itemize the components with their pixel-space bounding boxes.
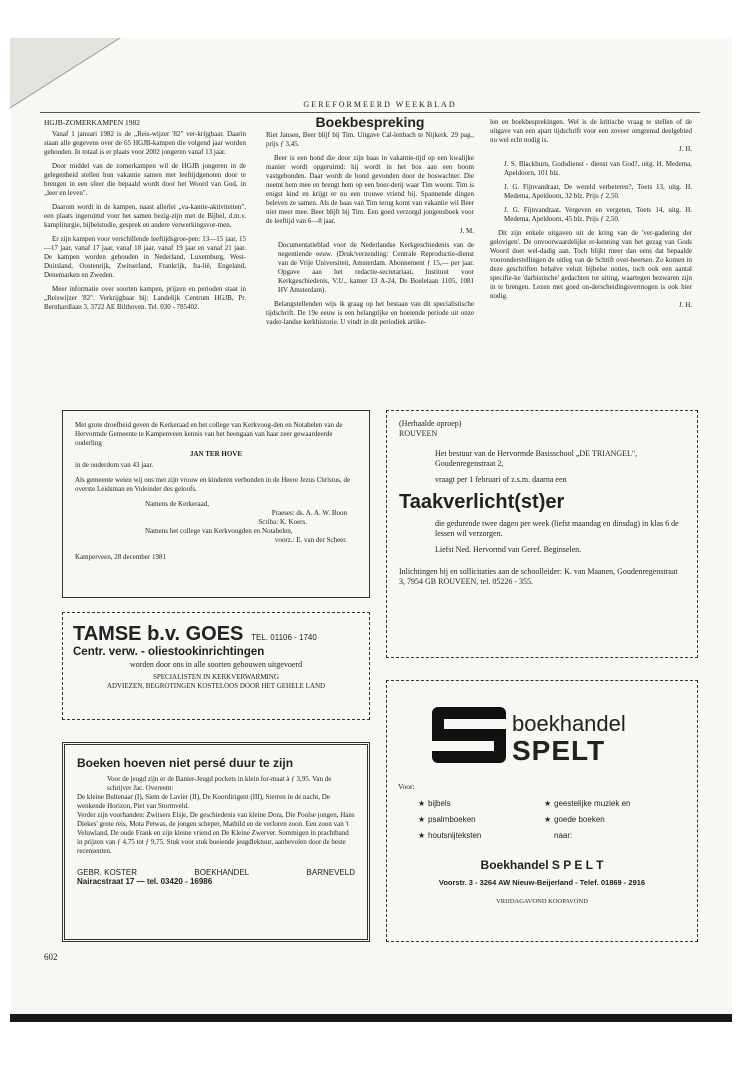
spelt-logo-top: boekhandel — [512, 711, 626, 736]
spelt-footer: VRIJDAGAVOND KOOPAVOND — [496, 898, 588, 905]
star-icon: ★ — [418, 815, 426, 824]
deceased-name: JAN TER HOVE — [190, 450, 242, 458]
notice-date: Kamperveen, 28 december 1981 — [75, 553, 166, 561]
star-icon: ★ — [418, 831, 426, 840]
koster-company: GEBR. KOSTER — [77, 868, 138, 877]
spelt-logo-bottom: SPELT — [512, 735, 606, 766]
book-review: Beer is een hond die door zijn baas in vakantie-tijd op een kwalijke manier wordt opgeruimd: hij wordt in het bos aan een boom vastgebonden. Daar wordt de hond gevonden door de boswachter. Die neemt hem mee en brengt hem op een boer-derij waar Tim woont. Tim is enigst kind en krijgt er nu een trouwe vriend bij. Spannende dingen beleven ze samen. Als de baas van Tim terug komt van vakantie wil Beer niet meer mee. Beer blijft bij Tim. Een goed verzorgd jongensboek voor de leeftijd van 6—8 jaar. — [266, 154, 474, 225]
death-notice — [62, 410, 370, 598]
vacancy-info: Inlichtingen bij en sollicitaties aan de schoolleider: K. van Maanen, Goudenregenstraat 3, 7954 GB ROUVEEN, tel. 05226 - 355. — [399, 567, 678, 586]
column3-closing: Dit zijn enkele uitgaven uit de kring van de 'ver-gadering der gelovigen'. De onvoorwaardelijke er-kenning van het gezag van Gods Woord doet wel-dadig aan. Toch blijkt meer dan eens dat bepaalde vooronderstellingen de uitleg van de Schrift over-heersen. Zo komen in deze geschriften behalve veluit bijbelse noties, toch ook een aantal specifie-ke 'darbistische' gedachten tot uiting, waartegen bezwaren zijn in te brengen. Lezen met goed on-derscheidingsvermogen is ook hier nodig. — [490, 229, 692, 300]
review-signature: J. M. — [459, 227, 474, 235]
tamse-line-4: ADVIEZEN, BEGROTINGEN KOSTELOOS DOOR HET GEHELE LAND — [106, 682, 326, 690]
tamse-ad — [62, 612, 370, 720]
hgjb-heading: HGJB-ZOMERKAMPEN 1982 — [44, 118, 141, 127]
koster-type: BOEKHANDEL — [194, 868, 250, 877]
notice-body: Als gemeente weten wij ons met zijn vrouw en kinderen verbonden in de Heere Jezus Christus, de overste Leidsman en Voleinder des geloofs. — [75, 476, 351, 493]
column3-intro: len en boekbesprekingen. Wel is de kritische vraag te stellen of de uitgave van een apart tijdschrift voor een zoveer omgrensd deelgebied nu wel echt nodig is. — [490, 118, 692, 144]
vacancy-body-4: Liefst Ned. Hervormd van Geref. Beginselen. — [435, 545, 582, 554]
spelt-item: ★ houtsnijteksten — [418, 828, 481, 844]
star-icon: ★ — [418, 799, 426, 808]
hgjb-paragraph: Door middel van de zomerkampen wil de HGJB jongeren in de gelegenheid stellen hun vakantie samen met leeftijdgenoten door te brengen in een sfeer die bepaald wordt door het Woord van God, in „leer en leven". — [44, 162, 246, 197]
spelt-item: ★ geestelijke muziek en — [544, 796, 630, 812]
book-citation: Riet Jansen, Beer blijf bij Tim. Uitgave Cal-lenbach te Nijkerk. 29 pag., prijs ƒ 3,45. — [266, 131, 474, 148]
column-boekbespreking — [266, 114, 474, 332]
koster-more: Verder zijn voorhanden: Zwitsers Elsje, De geschiedenis van kleine Dora, Die Poolse jongen, Hans Diekes' grote reis, Mota Petwas, de jongen scheper, Mathild en de verloren zoon. Een zoon van 't Veluwland, De oude Frank en zijn kleine vriend en De Kleine Zwerver. Sommigen in prachtband in prijzen van ƒ 4,75 tot ƒ 9,75. Stuk voor stuk boeiende jeugdlektuur, aanbevolen door de beste recensenten. — [77, 811, 355, 855]
vacancy-body-2: vraagt per 1 februari of z.s.m. daarna een — [435, 475, 567, 484]
tamse-name: TAMSE b.v. GOES — [73, 623, 244, 645]
header-rule — [40, 112, 700, 113]
namens-kerkeraad: Namens de Kerkeraad, — [145, 500, 209, 508]
spelt-name: Boekhandel S P E L T — [480, 858, 604, 872]
koster-address: Nairacstraat 17 — tel. 03420 - 16986 — [77, 877, 213, 886]
hgjb-paragraph: Er zijn kampen voor verschillende leeftijdsgroe-pen: 13—15 jaar, 15—17 jaar, vanaf 17 jaar, vanaf 18 jaar, vanaf 19 jaar en vanaf 21 jaar. De kampen worden gehouden in Nederland, Luxemburg, West-Duitsland, Oostenrijk, Zwitserland, Frankrijk, Ita-lië, Engeland, Denemarken en Zweden. — [44, 235, 246, 279]
column-hgjb — [44, 118, 246, 317]
closing-signature: J. H. — [678, 301, 692, 309]
hgjb-paragraph: Vanaf 1 januari 1982 is de „Reis-wijzer '82" ver-krijgbaar. Daarin staan alle gegevens over de 65 HGJB-kampen die volgend jaar worden gehouden. In totaal is er plaats voor 2002 jongeren vanaf 13 jaar. — [44, 130, 246, 156]
tamse-line-1: Centr. verw. - oliestookinrichtingen — [73, 646, 265, 658]
namens-college: Namens het college van Kerkvoogden en Notabelen, — [145, 527, 293, 535]
column-medema — [490, 118, 692, 310]
star-icon: ★ — [544, 799, 552, 808]
page-number: 602 — [44, 952, 58, 962]
spelt-items-right — [544, 796, 630, 844]
tamse-line-3: SPECIALISTEN IN KERKVERWARMING — [153, 673, 279, 681]
vacancy-tag: (Herhaalde oproep) — [399, 419, 462, 428]
koster-city: BARNEVELD — [306, 868, 355, 877]
intro-signature: J. H. — [678, 145, 692, 153]
vacancy-place: ROUVEEN — [399, 429, 438, 438]
page-bottom-edge — [10, 1014, 732, 1022]
book-entry: J. G. Fijnvandraat, De wereld verbeteren?, Toets 13, uitg. H. Medema, Apeldoorn, 32 blz. Prijs ƒ 2,50. — [504, 183, 692, 200]
vacancy-headline: Taakverlicht(st)er — [399, 491, 565, 513]
voorzitter: voorz.: E. van der Scheer. — [274, 536, 347, 544]
koster-ad — [62, 742, 370, 942]
hgjb-paragraph: Daarom wordt in de kampen, naast allerlei „va-kantie-aktiviteiten", een plaats ingeruimd voor het samen bezig-zijn met de Bijbel, d.m.v. kampliturgie, bijbelstudie, gesprek en andere verwerkingsvor-men. — [44, 203, 246, 229]
spelt-items-left — [418, 796, 481, 844]
spelt-item: ★ goede boeken — [544, 812, 630, 828]
folded-corner — [10, 38, 130, 118]
koster-intro: Voor de jeugd zijn er de Banier-Jeugd pockets in klein for-maat à ƒ 3,95. Van de schrijver Jac. Overeem: — [107, 775, 332, 792]
spelt-logo-mark — [432, 707, 506, 763]
tamse-line-2: worden door ons in alle soorten gebouwen uitgevoerd — [129, 660, 303, 669]
tamse-tel: TEL. 01106 - 1740 — [251, 633, 317, 642]
spelt-voor: Voor: — [398, 782, 415, 791]
spelt-item: ★ bijbels — [418, 796, 481, 812]
page-header: GEREFORMEERD WEEKBLAD — [303, 100, 457, 109]
vacancy-ad — [386, 410, 698, 658]
koster-titles: De kleine Bultenaar (I), Siem de Lavier (II), De Koordirigent (III), Sterren in de nacht, De wenkende Horizon, Piet van Stormveld. — [77, 793, 330, 810]
koster-footer — [77, 868, 355, 877]
star-icon: ★ — [544, 815, 552, 824]
book-entry: J. S. Blackburn, Godsdienst - dienst van God?, uitg. H. Medema, Apeldoorn, 101 blz. — [504, 160, 692, 177]
praeses: Praeses: ds. A. A. W. Boon — [271, 509, 347, 517]
spelt-address: Voorstr. 3 - 3264 AW Nieuw-Beijerland - Telef. 01869 - 2916 — [438, 878, 646, 887]
spelt-item: naar: — [554, 831, 573, 840]
book-entry: J. G. Fijnvandraat, Vergeven en vergeten, Toets 14, uitg. H. Medema, Apeldoorn, 45 blz. Prijs ƒ 2,50. — [504, 206, 692, 223]
notice-intro: Met grote droefheid geven de Kerkeraad en het college van Kerkvoog-den en Notabelen van de Hervormde Gemeente te Kampenveen kennis van het heengaan van haar zeer gewaardeerde ouderling — [75, 421, 343, 447]
spelt-item: ★ psalmboeken — [418, 812, 481, 828]
deceased-age: in de ouderdom van 43 jaar. — [75, 461, 154, 469]
koster-headline: Boeken hoeven niet persé duur te zijn — [77, 756, 294, 770]
boekbespreking-title: Boekbespreking — [315, 114, 425, 130]
vacancy-body-3: die gedurende twee dagen per week (liefst maandag en dinsdag) in klas 6 de lessen wil verzorgen. — [435, 519, 679, 538]
scriba: Scriba: K. Koers. — [258, 518, 307, 526]
vacancy-body-1: Het bestuur van de Hervormde Basisschool „DE TRIANGEL", Goudenregenstraat 2, — [435, 449, 638, 468]
hgjb-paragraph: Meer informatie over soorten kampen, prijzen en perioden staat in „Reiswijzer '82". Verkrijgbaar bij: Landelijk Centrum HGJB, Pr. Bernhardlaan 3, 3722 AE Bilthoven. Tel. 030 - 785402. — [44, 285, 246, 311]
documentatieblad-citation: Documentatieblad voor de Nederlandse Kerkgeschiedenis van de negentiende eeuw. (Druk/verzending: Centrale Reproductie-dienst van de Vrije Universiteit, Amsterdam. Abonnement ƒ 15,— per jaar. Opgave aan het redactie-secretariaat, Instituut voor Kerkgeschiedenis, V.U., kamer 13 A-24, De Boelelaan 1105, 1081 HV Amsterdam). — [278, 241, 474, 294]
documentatieblad-review: Belangstellenden wijs ik graag op het bestaan van dit specialistische tijdschrift. De 19e eeuw is een belangrijke en boeiende periode uit onze vader-landse kerkhistorie. U vindt in dit periodiek artike- — [266, 300, 474, 326]
